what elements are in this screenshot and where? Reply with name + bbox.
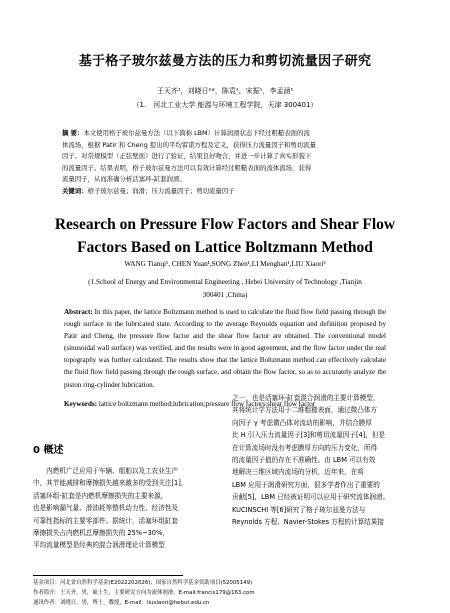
chinese-abstract-line: 体流场，根据 Patir 和 Cheng 提出的平均雷诺方程及定义，获得压力流量因子和剪切流量	[62, 140, 316, 149]
english-authors: WANG Tianqi¹, CHEN Yuan¹,SONG Zhen¹,LI Menghan¹,LIU Xiaori²	[124, 260, 326, 268]
english-abstract-label: Abstract:	[64, 308, 93, 316]
body-line: 比 H 引入压力流量因子[3]和剪切流量因子[4]，但是	[232, 431, 386, 440]
chinese-title: 基于格子玻尔兹曼方法的压力和剪切流量因子研究	[78, 54, 372, 69]
body-line: 地解决三维区域内流场的分析，近年来，在将	[232, 468, 364, 477]
chinese-abstract-line: 因子。对常规模型（正弦壁面）进行了验证，结果良好吻合，并进一步计算了真实形貌下	[62, 152, 312, 160]
footnote-contact: 通讯作者：刘晓日，男，博士，教授，E-mail：liuxiaori@hebut.edu.cn	[33, 600, 210, 606]
body-line: 向因子 γ 考虑微凸体对流动的影响，并结合膜厚	[232, 418, 372, 427]
chinese-authors: 王天齐¹，刘晓日²*，陈袁¹，宋振¹，李孟涵¹	[156, 87, 294, 95]
chinese-keywords: 关键词：格子玻尔兹曼；润滑；压力流量因子；剪切流量因子	[62, 186, 235, 195]
english-keywords: Keywords: lattice boltzmann method;lubrication;pressure flow factors;shear flow factor	[64, 400, 316, 408]
body-line: 的流量因子值仍存在不准确性。由 LBM 可以有效	[232, 456, 376, 465]
body-line: 活塞环组-缸套是内燃机摩擦损失的主要来源，	[33, 491, 168, 500]
footnote-divider	[33, 575, 183, 576]
body-line: 内燃机广泛应用于车辆、船舶以及工农业生产	[33, 467, 179, 475]
body-line: 在计算流场时没有考虑膜厚方向的压力变化，所得	[232, 443, 378, 452]
section-heading: 0 概述	[33, 445, 64, 456]
body-line: 也是影响漏气量、滑油耗等整机动力性、经济性及	[33, 504, 179, 513]
body-line: KUCINSCHI 等[6]研究了格子玻尔兹曼方法与	[232, 505, 366, 514]
chinese-abstract-label: 摘 要：	[62, 129, 84, 137]
chinese-abstract-line: 的流量因子。结果表明，格子玻尔兹曼方法可以有效计算经过粗糙表面的流体流场，获得	[62, 163, 312, 172]
body-right-column	[232, 392, 422, 528]
english-abstract	[64, 306, 386, 391]
body-line: Reynolds 方程、Navier-Stokes 方程的计算结果接	[232, 518, 384, 527]
english-affiliation-line-2: 300401 ,China)	[202, 291, 248, 299]
chinese-abstract-line: 流量因子，从而准确分析活塞环-缸套润滑。	[62, 175, 186, 183]
footnote-author: 作者简介：王天齐，男，硕士生，主要研究方向为流体润滑，E-mail:francis179@163.com	[33, 590, 255, 596]
english-title-line-2: Factors Based on Lattice Boltzmann Method	[77, 239, 373, 256]
english-title-line-1: Research on Pressure Flow Factors and Shear Flow	[54, 216, 396, 233]
body-line: 可靠性指标的主要零部件。据统计，活塞环组缸套	[33, 516, 179, 525]
footnote-funding: 基金项目：河北省自然科学基金(E2022202026)；国家自然科学基金资助项目(52005149)	[33, 580, 253, 586]
body-left-column	[33, 465, 215, 552]
body-line: LBM 应用于润滑研究方面，很多学者作出了重要的	[232, 480, 380, 489]
body-line: 中，其节能减排和摩擦损失越来越多的受到关注[1]，	[33, 479, 188, 488]
body-line: 其将统计学方法用于二维粗糙表面，通过微凸体方	[232, 406, 378, 415]
body-line: 之一，也是活塞环-缸套混合润滑的主要计算模型，	[232, 394, 380, 402]
english-keywords-label: Keywords:	[64, 400, 98, 408]
chinese-affiliation: （1. 河北工业大学 能源与环境工程学院，天津 300401）	[132, 101, 318, 109]
english-affiliation-line-1: (1.School of Energy and Environmental Engineering , Hebei University of Technology ,Tianjin	[88, 278, 362, 286]
chinese-keywords-label: 关键词：	[62, 186, 88, 195]
english-abstract-text: In this paper, the lattice Boltzmann method is used to calculate the fluid flow field passing through the rough surface in the lubricated state. According to the average Reynolds equation and definition proposed by Patir and Cheng, the pressure flow factor and the shear flow factor are obtained. The conventional model (sinusoidal wall surface) was verified, and the results were in good agreement, and the flow factor under the real topography was further calculated. The results show that the lattice Boltzmann method can effectively calculate the fluid flow field passing through the rough surface, and obtain the flow factor, so as to accurately analyze the piston ring-cylinder lubrication.	[64, 308, 386, 389]
chinese-abstract-line: 摘 要：本文使用格子玻尔兹曼方法（以下简称 LBM）计算润滑状态下经过粗糙表面的流	[62, 129, 310, 137]
body-line: 摩擦损失占内燃机总摩擦损失的 25%~30%，	[33, 529, 169, 538]
body-line: 贡献[5]，LBM 已经被证明可以应用于研究流体润滑。	[232, 493, 390, 502]
body-line: 平均流量模型是经典的混合润滑理论计算模型	[33, 541, 165, 550]
